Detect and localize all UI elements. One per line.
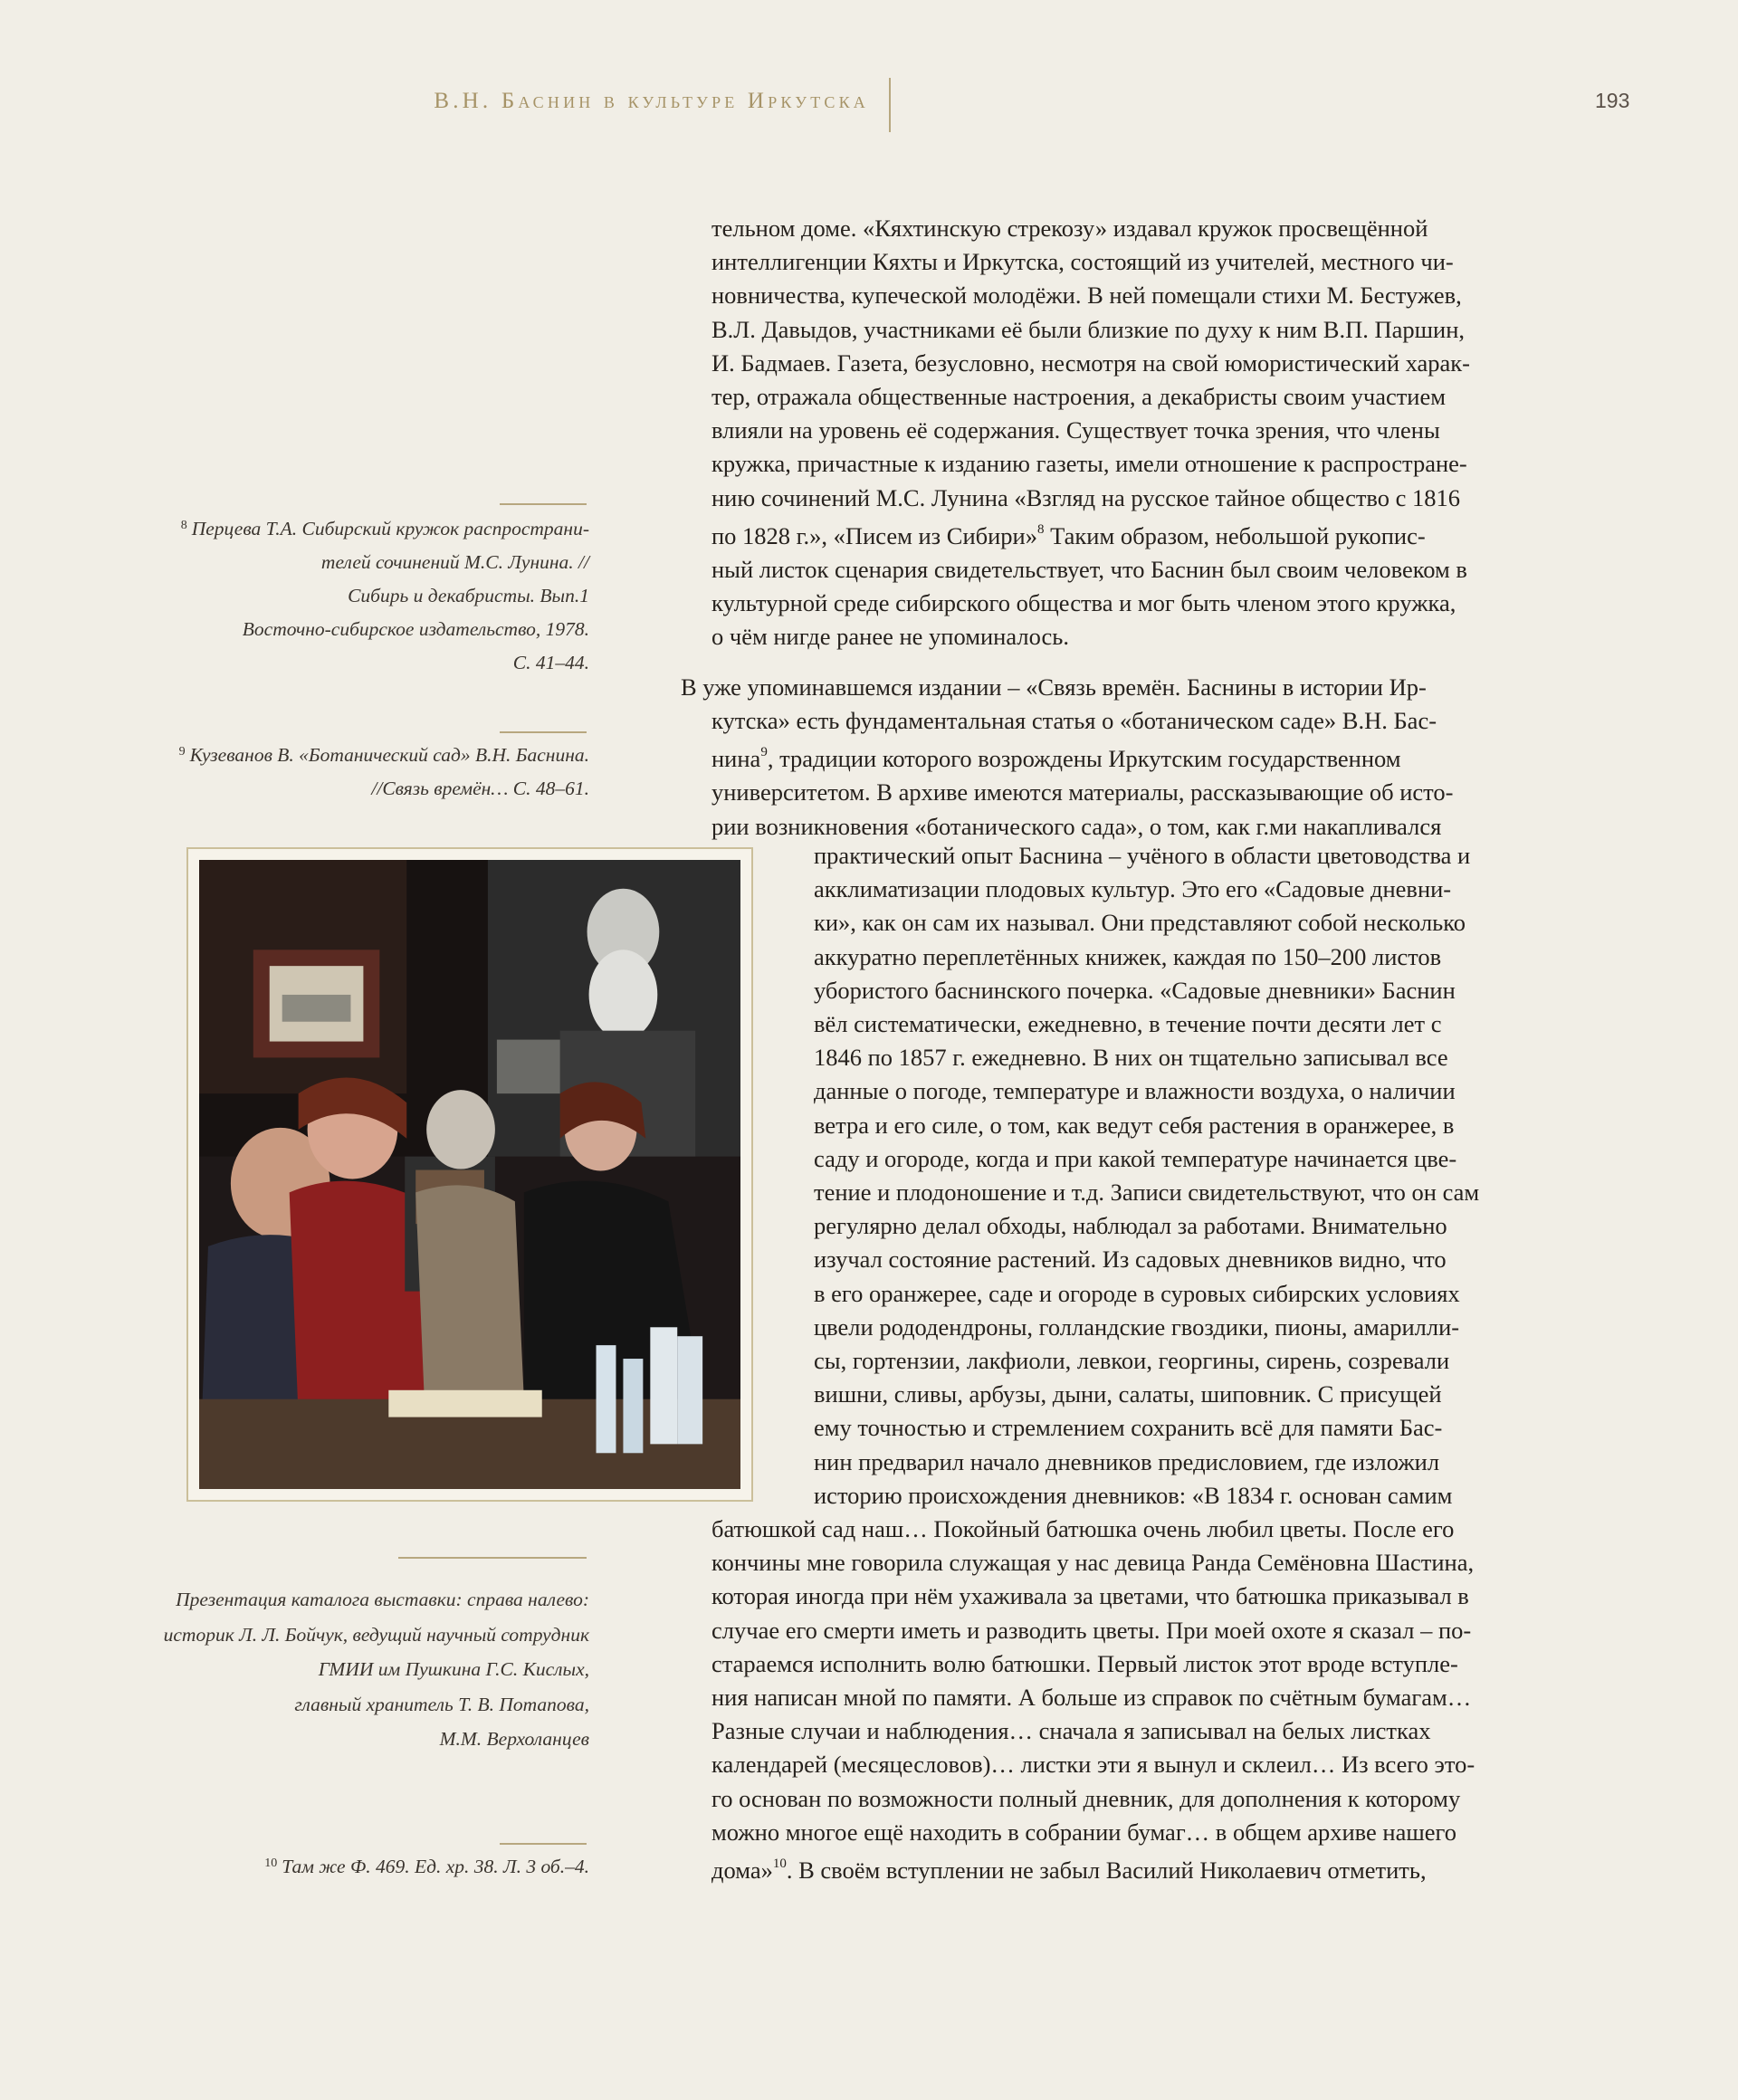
text-line: В уже упоминавшемся издании – «Связь времён. Баснины в истории Ир- (681, 673, 1427, 701)
footnote-marker: 8 (180, 519, 187, 532)
text-line: аккуратно переплетённых книжек, каждая по 150–200 листов (814, 942, 1442, 970)
footnote-line: Перцева Т.А. Сибирский кружок распространи- (191, 518, 589, 539)
footnote-line: Восточно-сибирское издательство, 1978. (242, 618, 589, 640)
footnote-marker: 9 (178, 745, 186, 759)
photo-frame (186, 847, 753, 1502)
text-line: вишни, сливы, арбузы, дыни, салаты, шиповник. С присущей (814, 1380, 1442, 1408)
footnote-rule (500, 503, 587, 505)
text-line: нин предварил начало дневников предисловием, где изложил (814, 1447, 1440, 1475)
footnote-rule (500, 1843, 587, 1845)
caption-line: Презентация каталога выставки: справа налево: (176, 1589, 589, 1610)
footnote-line: Там же Ф. 469. Ед. хр. 38. Л. 3 об.–4. (282, 1856, 589, 1877)
page-number: 193 (1595, 89, 1630, 112)
text-line: университетом. В архиве имеются материалы, рассказывающие об исто- (711, 778, 1454, 807)
footnote-line: Кузеванов В. «Ботанический сад» В.Н. Баснина. (189, 744, 589, 766)
text-line: тение и плодоношение и т.д. Записи свидетельствуют, что он сам (814, 1179, 1480, 1207)
text-line: кутска» есть фундаментальная статья о «ботаническом саде» В.Н. Бас- (711, 707, 1437, 735)
caption-line: М.М. Верхоланцев (439, 1728, 589, 1750)
body-paragraph-2-wrap (814, 839, 1479, 1513)
text-line: новничества, купеческой молодёжи. В ней помещали стихи М. Бестужев, (711, 282, 1462, 310)
footnote-ref[interactable]: 10 (772, 1857, 787, 1872)
running-title: В.Н. Баснин в культуре Иркутска (434, 89, 869, 113)
text-line: И. Бадмаев. Газета, безусловно, несмотря на свой юмористический харак- (711, 348, 1470, 377)
text-line: нию сочинений М.С. Лунина «Взгляд на русское тайное общество с 1816 (711, 483, 1460, 511)
footnote-9 (179, 739, 589, 806)
text-line: сы, гортензии, лакфиоли, левкои, георгины, сирень, созревали (814, 1347, 1450, 1375)
text-line: ему точностью и стремлением сохранить всё для памяти Бас- (814, 1414, 1443, 1442)
text-line: можно многое ещё находить в собрании бумаг… в общем архиве нашего (711, 1818, 1457, 1846)
text-line: ветра и его силе, о том, как ведут себя растения в оранжерее, в (814, 1111, 1455, 1139)
text-line: в его оранжерее, саде и огороде в суровых сибирских условиях (814, 1279, 1460, 1307)
text-line: убористого баснинского почерка. «Садовые дневники» Баснин (814, 976, 1456, 1004)
text-line: дома»$^{10}$. В своём вступлении не забыл Василий Николаевич отметить, (711, 1856, 1427, 1884)
text-line: по 1828 г.», «Писем из Сибири»$^8$ Таким образом, небольшой рукопис- (711, 521, 1426, 549)
text-line: интеллигенции Кяхты и Иркутска, состоящий из учителей, местного чи- (711, 248, 1454, 276)
event-photo (199, 860, 740, 1489)
text-line: батюшкой сад наш… Покойный батюшка очень любил цветы. После его (711, 1515, 1455, 1542)
header-divider (889, 78, 891, 132)
text-line: кончины мне говорила служащая у нас девица Ранда Семёновна Шастина, (711, 1549, 1475, 1577)
body-paragraph-2 (681, 671, 1453, 844)
photo-caption (164, 1582, 589, 1757)
footnote-rule (500, 731, 587, 733)
text-line: акклиматизации плодовых культур. Это его «Садовые дневни- (814, 875, 1452, 903)
text-line: тельном доме. «Кяхтинскую стрекозу» издавал кружок просвещённой (711, 215, 1428, 242)
caption-rule (398, 1557, 587, 1559)
caption-line: ГМИИ им Пушкина Г.С. Кислых, (318, 1658, 589, 1680)
text-line: культурной среде сибирского общества и мог быть членом этого кружка, (711, 589, 1456, 617)
text-line: Разные случаи и наблюдения… сначала я записывал на белых листках (711, 1717, 1431, 1745)
footnote-10 (264, 1850, 589, 1884)
text-line: календарей (месяцесловов)… листки эти я вынул и склеил… Из всего это- (711, 1751, 1475, 1779)
caption-line: главный хранитель Т. В. Потапова, (294, 1693, 589, 1715)
text-line: ния написан мной по памяти. А больше из справок по счётным бумагам… (711, 1684, 1472, 1712)
text-line: вёл систематически, ежедневно, в течение почти десяти лет с (814, 1010, 1442, 1038)
text-line: данные о погоде, температуре и влажности воздуха, о наличии (814, 1077, 1456, 1105)
caption-line: историк Л. Л. Бойчук, ведущий научный сотрудник (163, 1623, 589, 1646)
footnote-ref[interactable]: 9 (760, 745, 768, 760)
text-line: саду и огороде, когда и при какой температуре начинается цве- (814, 1144, 1457, 1172)
footnote-line: Сибирь и декабристы. Вып.1 (348, 585, 589, 606)
text-line: рии возникновения «ботанического сада», о том, как г.ми накапливался (711, 812, 1442, 840)
text-line: влияли на уровень её содержания. Существует точка зрения, что члены (711, 416, 1440, 444)
text-line: нина$^9$, традиции которого возрождены Иркутским государственном (711, 745, 1401, 773)
body-paragraph-1 (711, 212, 1470, 654)
footnote-marker: 10 (264, 1857, 278, 1870)
text-line: кружка, причастные к изданию газеты, имели отношение к распростране- (711, 450, 1467, 478)
photo-illustration (199, 860, 740, 1489)
footnote-8 (181, 512, 589, 680)
text-line: го основан по возможности полный дневник, для дополнения к которому (711, 1784, 1461, 1812)
body-paragraph-2-bottom (711, 1513, 1475, 1887)
footnote-line: //Связь времён… С. 48–61. (371, 778, 589, 799)
footnote-line: С. 41–44. (512, 652, 589, 673)
text-line: историю происхождения дневников: «В 1834 г. основан самим (814, 1481, 1453, 1509)
footnote-line: телей сочинений М.С. Лунина. // (320, 551, 589, 573)
text-line: изучал состояние растений. Из садовых дневников видно, что (814, 1246, 1447, 1274)
text-line: тер, отражала общественные настроения, а декабристы своим участием (711, 383, 1447, 411)
text-line: цвели рододендроны, голландские гвоздики, пионы, амарилли- (814, 1312, 1460, 1341)
text-line: регулярно делал обходы, наблюдал за работами. Внимательно (814, 1212, 1447, 1240)
text-line: случае его смерти иметь и разводить цветы. При моей охоте я сказал – по- (711, 1616, 1472, 1644)
text-line: которая иногда при нём ухаживала за цветами, что батюшка приказывал в (711, 1582, 1469, 1610)
text-line: В.Л. Давыдов, участниками её были близкие по духу к ним В.П. Паршин, (711, 315, 1466, 343)
text-line: ки», как он сам их называл. Они представляют собой несколько (814, 909, 1466, 937)
text-line: 1846 по 1857 г. ежедневно. В них он тщательно записывал все (814, 1044, 1448, 1072)
text-line: ный листок сценария свидетельствует, что Баснин был своим человеком в (711, 555, 1467, 583)
text-line: о чём нигде ранее не упоминалось. (711, 623, 1069, 651)
text-line: практический опыт Баснина – учёного в области цветоводства и (814, 842, 1471, 869)
footnote-ref[interactable]: 8 (1036, 521, 1045, 537)
text-line: стараемся исполнить волю батюшки. Первый листок этот вроде вступле- (711, 1649, 1458, 1677)
